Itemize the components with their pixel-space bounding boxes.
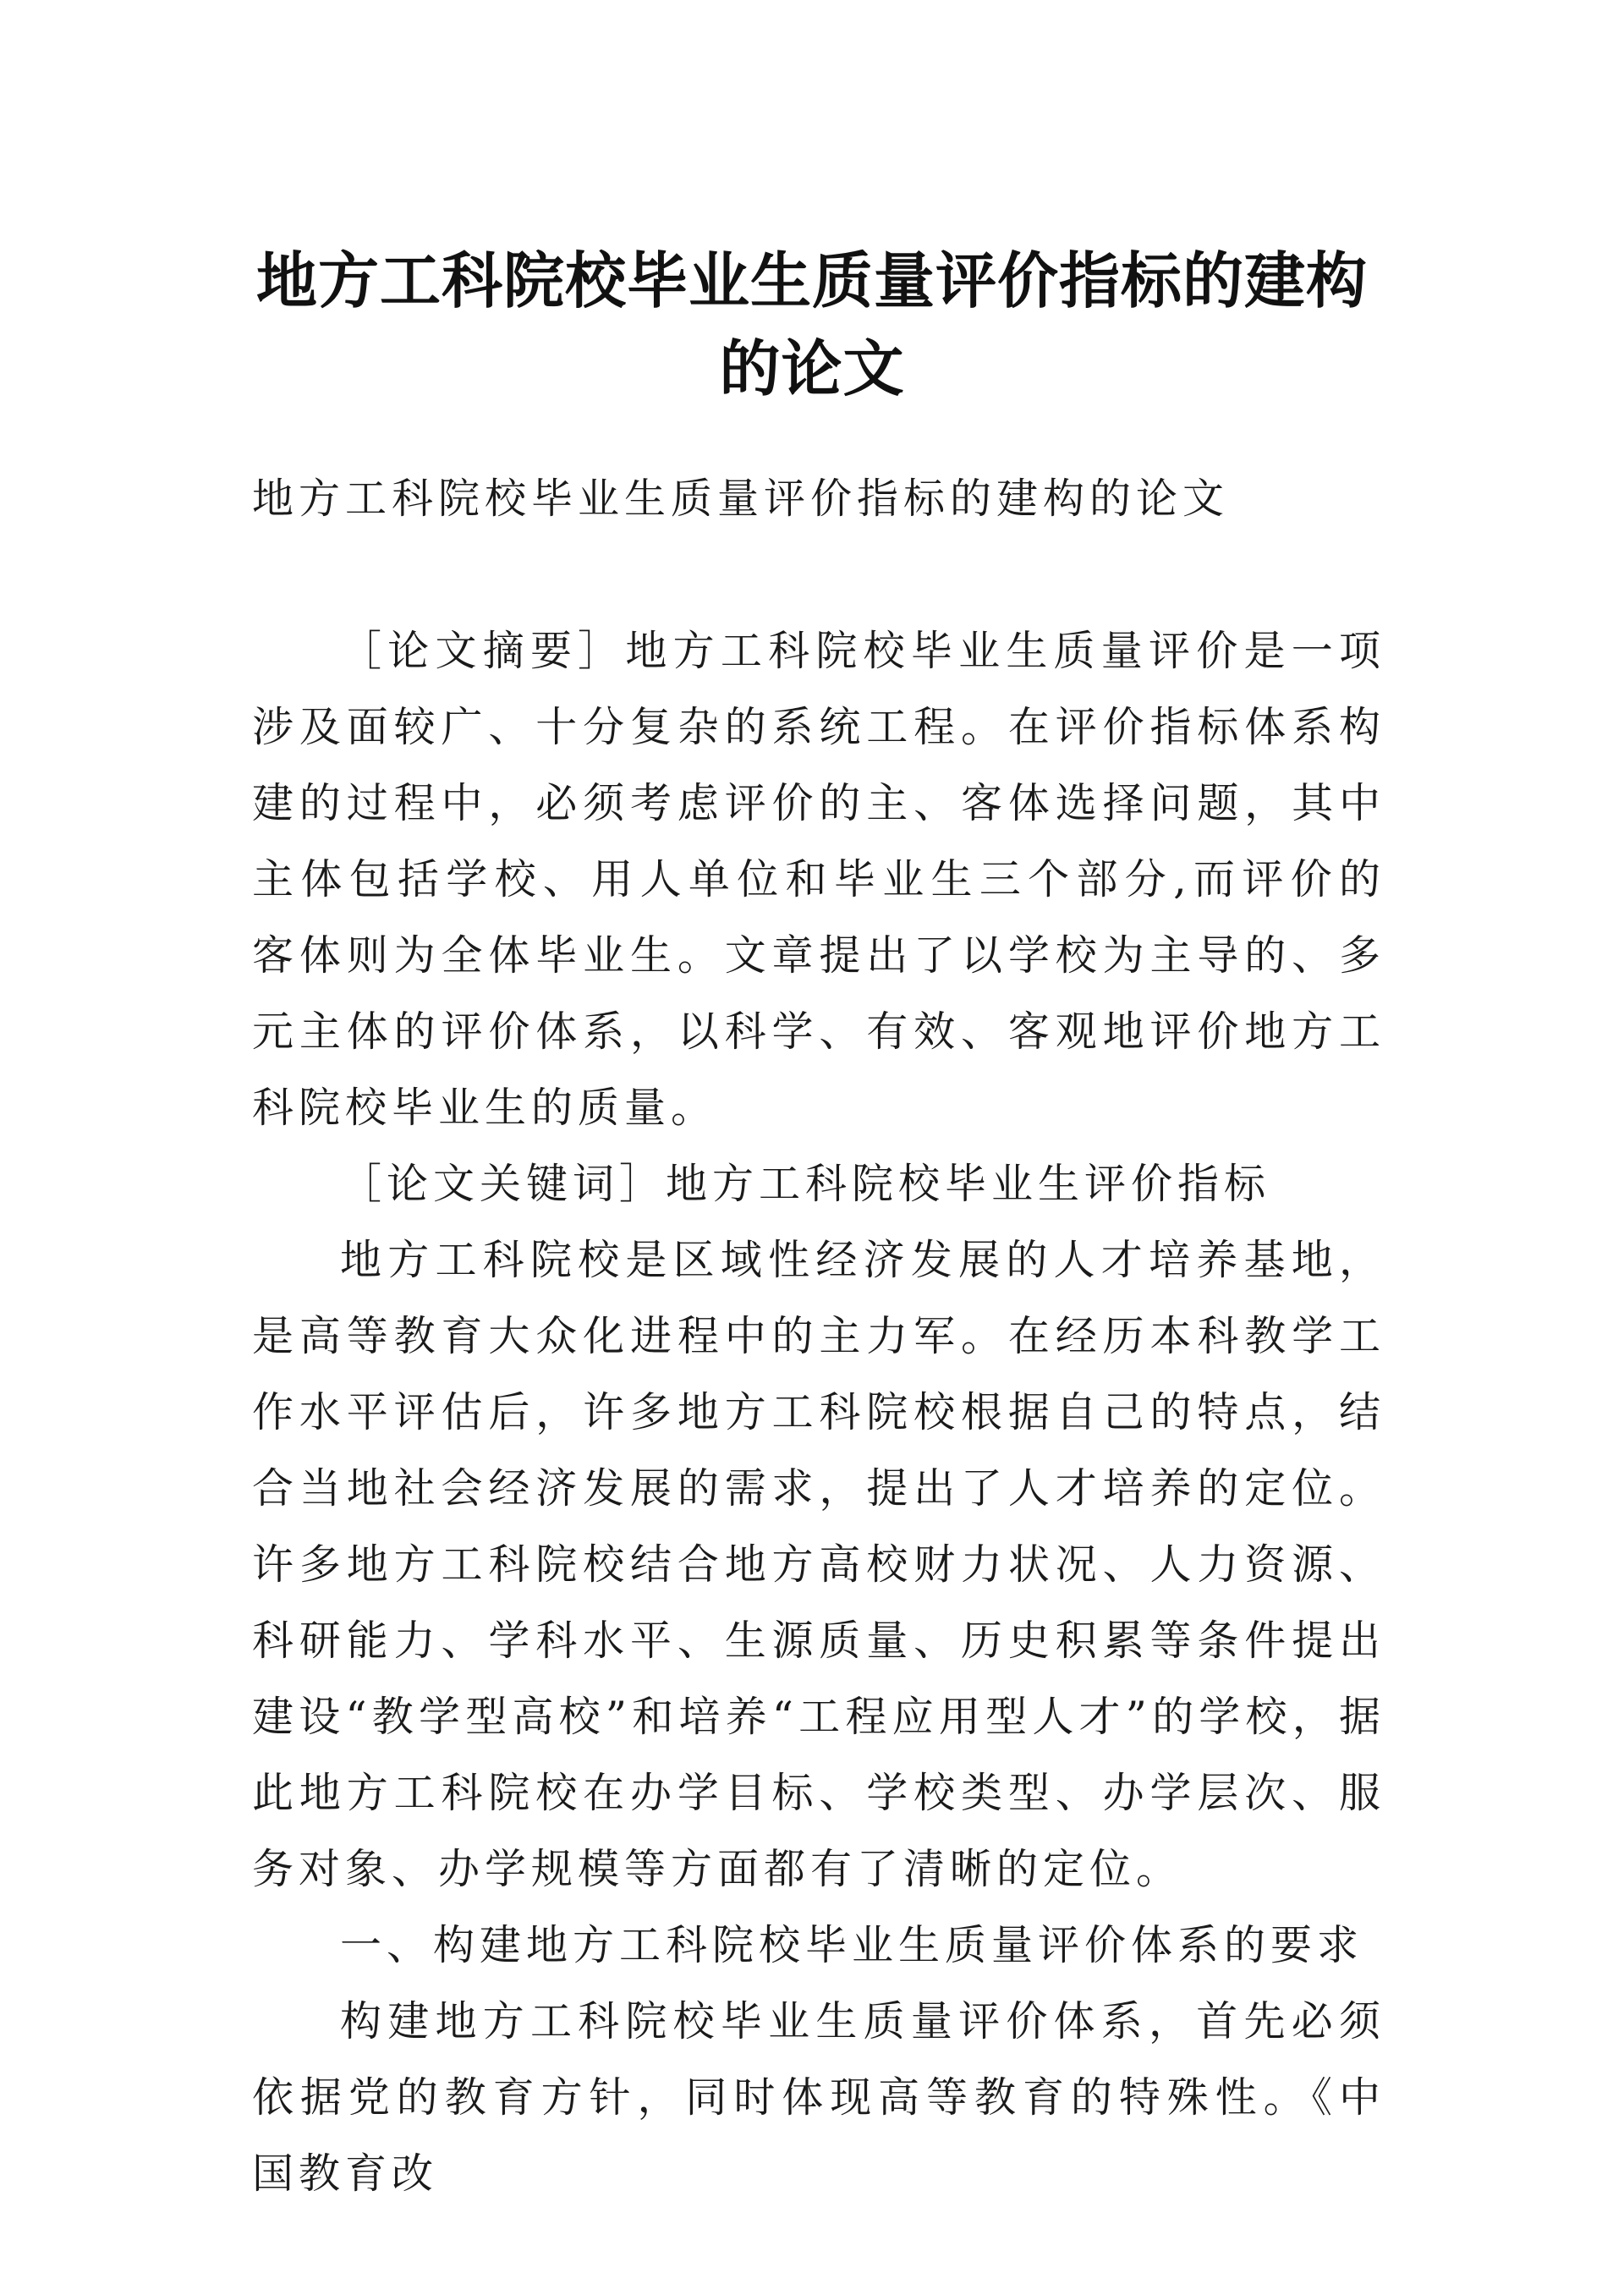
subtitle-paragraph: 地方工科院校毕业生质量评价指标的建构的论文 [252,475,1230,523]
section-paragraph: 构建地方工科院校毕业生质量评价体系，首先必须依据党的教育方针，同时体现高等教育的特殊性。《中国教育改 [252,1997,1385,2198]
keywords-paragraph: ［论文关键词］地方工科院校毕业生评价指标 [340,1160,1271,1208]
section-heading: 一、构建地方工科院校毕业生质量评价体系的要求 [340,1921,1364,1969]
document-title [254,237,1370,413]
abstract-paragraph: ［论文摘要］地方工科院校毕业生质量评价是一项涉及面较广、十分复杂的系统工程。在评价指标体系构建的过程中，必须考虑评价的主、客体选择问题，其中主体包括学校、用人单位和毕业生三个部分,而评价的客体则为全体毕业生。文章提出了以学校为主导的、多元主体的评价体系，以科学、有效、客观地评价地方工科院校毕业生的质量。 [252,627,1385,1132]
title-line-1: 地方工科院校毕业生质量评价指标的建构 [255,245,1368,317]
title-line-2: 的论文 [719,333,905,405]
intro-paragraph: 地方工科院校是区域性经济发展的人才培养基地，是高等教育大众化进程中的主力军。在经历本科教学工作水平评估后，许多地方工科院校根据自己的特点，结合当地社会经济发展的需求，提出了人才培养的定位。许多地方工科院校结合地方高校财力状况、人力资源、科研能力、学科水平、生源质量、历史积累等条件提出建设“教学型高校”和培养“工程应用型人才”的学校，据此地方工科院校在办学目标、学校类型、办学层次、服务对象、办学规模等方面都有了清晰的定位。 [252,1236,1385,1893]
document-body [252,461,1385,2212]
